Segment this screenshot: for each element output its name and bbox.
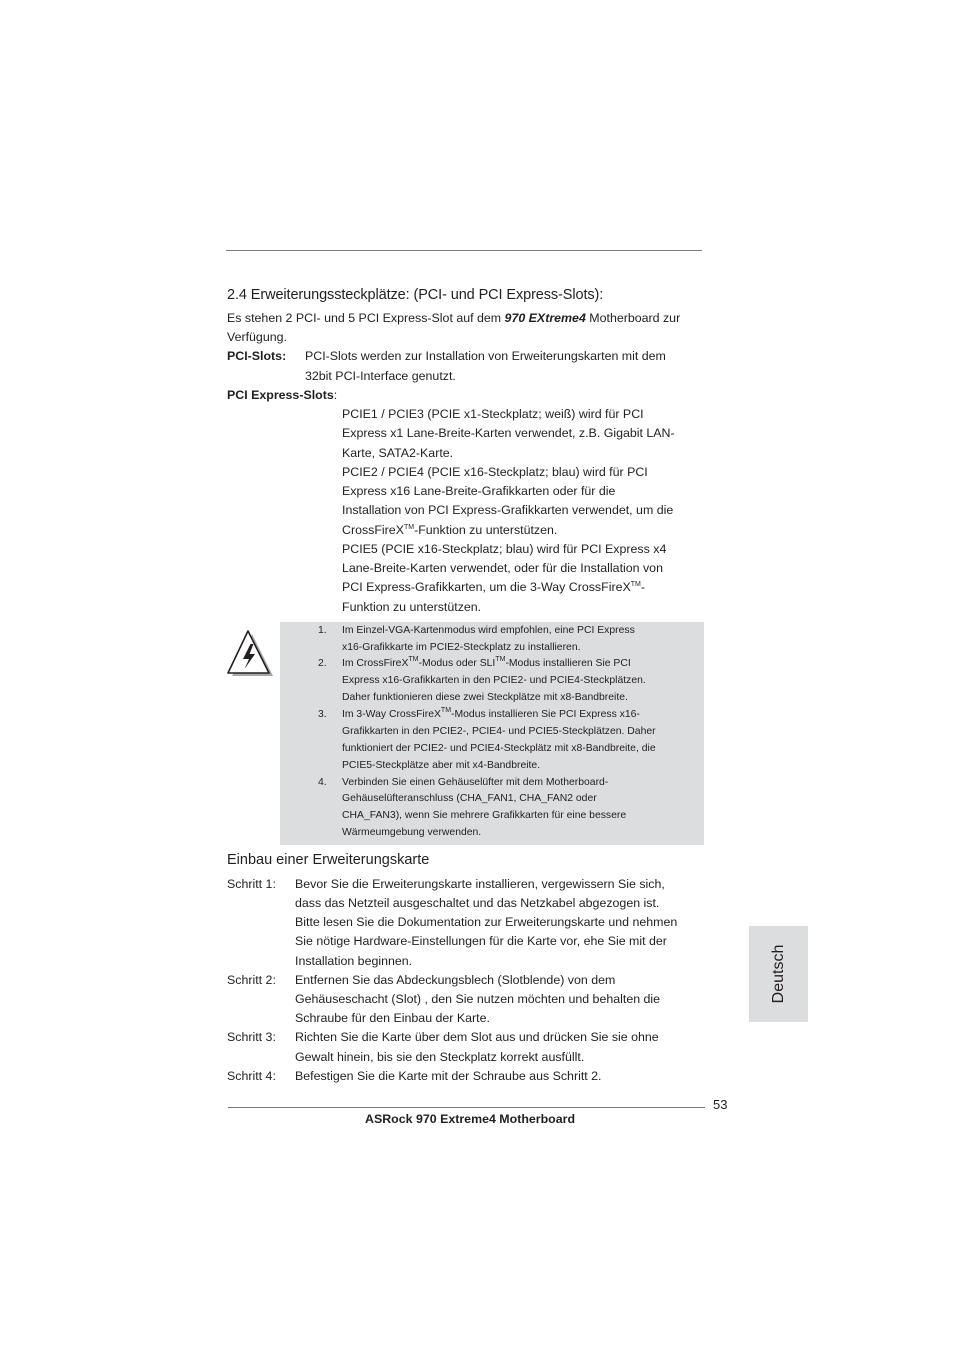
language-tab[interactable]: [749, 926, 808, 1022]
step-3-label: Schritt 3:: [227, 1030, 276, 1044]
pcie-slots-label: PCI Express-Slots:: [227, 388, 338, 402]
pcie5-line-3: PCI Express-Grafikkarten, um die 3-Way CrossFireX™-: [342, 580, 645, 594]
pci-slots-text-2: 32bit PCI-Interface genutzt.: [305, 369, 456, 383]
intro-line-2: Verfügung.: [227, 330, 287, 344]
pcie2-line-4: CrossFireX™-Funktion zu unterstützen.: [342, 523, 558, 537]
install-title: Einbau einer Erweiterungskarte: [227, 852, 430, 868]
pci-slots-label: PCI-Slots:: [227, 349, 287, 363]
pcie5-line-4: Funktion zu unterstützen.: [342, 600, 482, 614]
pcie2-line-2: Express x16 Lane-Breite-Grafikkarten oder für die: [342, 484, 616, 498]
pcie1-line-3: Karte, SATA2-Karte.: [342, 446, 454, 460]
pcie5-line-1: PCIE5 (PCIE x16-Steckplatz; blau) wird für PCI Express x4: [342, 542, 667, 556]
intro-line-1: Es stehen 2 PCI- und 5 PCI Express-Slot auf dem 970 EXtreme4 Motherboard zur: [227, 311, 681, 325]
pcie1-line-2: Express x1 Lane-Breite-Karten verwendet, z.B. Gigabit LAN-: [342, 426, 675, 440]
pcie2-line-1: PCIE2 / PCIE4 (PCIE x16-Steckplatz; blau) wird für PCI: [342, 465, 648, 479]
step-2-text: Entfernen Sie das Abdeckungsblech (Slotblende) von dem: [295, 973, 616, 987]
footer-title: ASRock 970 Extreme4 Motherboard: [365, 1112, 576, 1126]
warning-icon: [226, 628, 274, 683]
header-rule: [226, 250, 702, 251]
section-title: 2.4 Erweiterungssteckplätze: (PCI- und PCI Express-Slots):: [227, 287, 604, 303]
page-number: 53: [713, 1097, 728, 1112]
step-3-text: Richten Sie die Karte über dem Slot aus und drücken Sie sie ohne: [295, 1030, 659, 1044]
pci-slots-text-1: PCI-Slots werden zur Installation von Erweiterungskarten mit dem: [305, 349, 666, 363]
step-4-text: Befestigen Sie die Karte mit der Schraube aus Schritt 2.: [295, 1069, 602, 1083]
pcie2-line-3: Installation von PCI Express-Grafikkarten verwendet, um die: [342, 503, 674, 517]
footer-rule: [228, 1107, 705, 1108]
pcie5-line-2: Lane-Breite-Karten verwendet, oder für die Installation von: [342, 561, 663, 575]
model-name: 970 EXtreme4: [504, 311, 586, 325]
language-tab-label: Deutsch: [769, 944, 787, 1004]
step-4-label: Schritt 4:: [227, 1069, 276, 1083]
pcie1-line-1: PCIE1 / PCIE3 (PCIE x1-Steckplatz; weiß) wird für PCI: [342, 407, 644, 421]
step-1-label: Schritt 1:: [227, 877, 276, 891]
step-1-text: Bevor Sie die Erweiterungskarte installieren, vergewissern Sie sich,: [295, 877, 665, 891]
step-2-label: Schritt 2:: [227, 973, 276, 987]
